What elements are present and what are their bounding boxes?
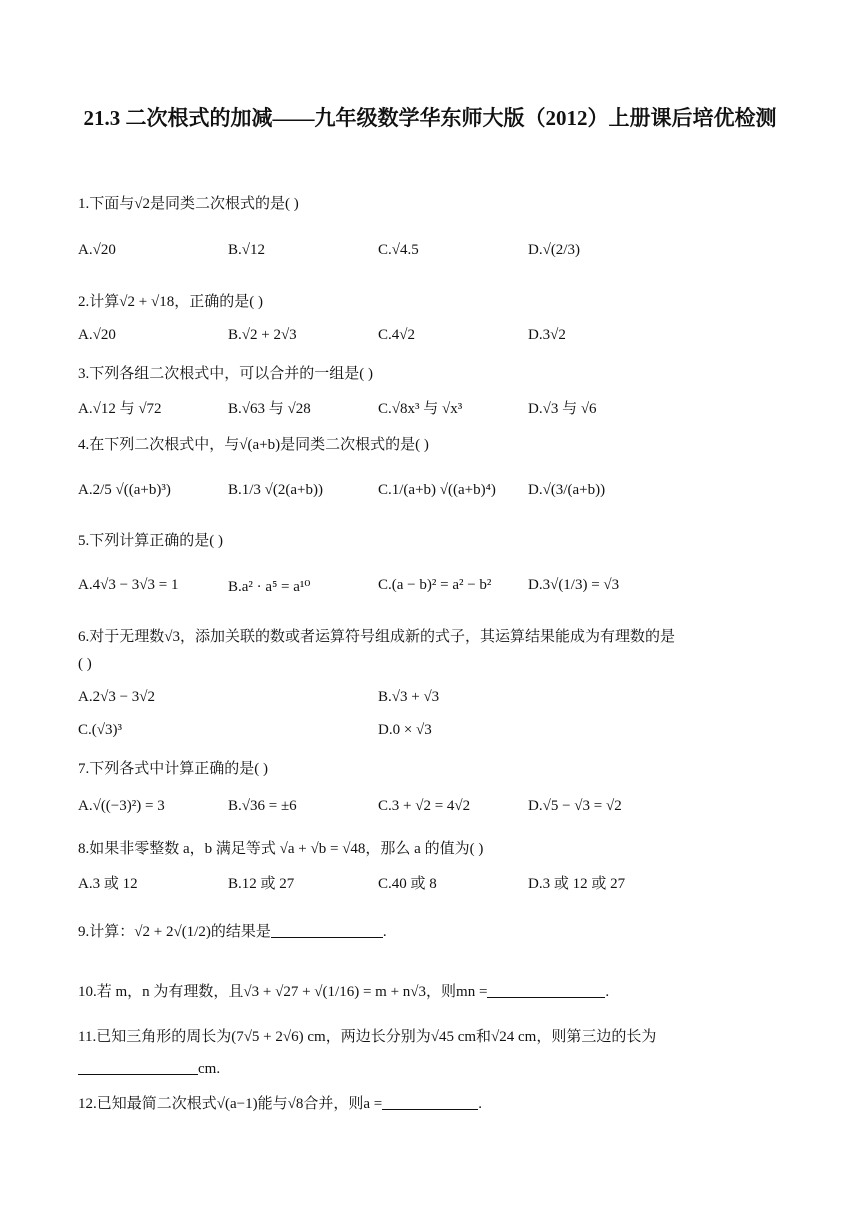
question-6: 6.对于无理数√3，添加关联的数或者运算符号组成新的式子，其运算结果能成为有理数的是 bbox=[78, 629, 675, 645]
question-3-option-a[interactable]: A.√12 与 √72 bbox=[78, 401, 162, 417]
question-6-option-b[interactable]: B.√3 + √3 bbox=[378, 689, 440, 705]
question-8: 8.如果非零整数 a，b 满足等式 √a + √b = √48，那么 a 的值为( ) bbox=[78, 841, 484, 857]
question-12-math: √(a−1) bbox=[216, 1096, 258, 1112]
question-6-option-c[interactable]: C.(√3)³ bbox=[78, 722, 122, 738]
page-title: 21.3 二次根式的加减——九年级数学华东师大版（2012）上册课后培优检测 bbox=[83, 106, 777, 130]
question-6-paren: ( ) bbox=[78, 656, 92, 672]
question-5-option-d[interactable]: D.3√(1/3) = √3 bbox=[528, 577, 620, 593]
question-11-answer-blank[interactable] bbox=[78, 1060, 198, 1075]
question-5-option-c[interactable]: C.(a − b)² = a² − b² bbox=[378, 577, 492, 593]
question-9-stem: 9.计算： bbox=[78, 924, 135, 940]
question-10-tail: ，则 bbox=[426, 984, 457, 1000]
question-2 bbox=[78, 290, 263, 311]
question-11 bbox=[78, 1025, 656, 1046]
question-4-stem: 4.在下列二次根式中，与 bbox=[78, 437, 240, 453]
question-1-option-d[interactable]: D.√(2/3) bbox=[528, 242, 580, 258]
question-9-math: √2 + 2√(1/2) bbox=[134, 924, 211, 940]
question-9-answer-blank[interactable] bbox=[271, 923, 383, 938]
question-10-math2: mn = bbox=[456, 984, 488, 1000]
question-1-option-c[interactable]: C.√4.5 bbox=[378, 242, 419, 258]
question-10: 10.若 m，n 为有理数，且√3 + √27 + √(1/16) = m + n√3，则mn = . bbox=[78, 984, 610, 1000]
question-8-option-b[interactable]: B.12 或 27 bbox=[228, 876, 295, 892]
question-1-option-b[interactable]: B.√12 bbox=[228, 242, 265, 258]
question-6-option-a[interactable]: A.2√3 − 3√2 bbox=[78, 689, 156, 705]
question-1-stem: 1.下面与 bbox=[78, 196, 135, 212]
question-4-tail: 是同类二次根式的是( ) bbox=[280, 437, 429, 453]
question-4-math: √(a+b) bbox=[239, 437, 281, 453]
question-7-option-a[interactable]: A.√((−3)²) = 3 bbox=[78, 798, 165, 814]
question-5-option-a[interactable]: A.4√3 − 3√3 = 1 bbox=[78, 577, 179, 593]
question-4-option-d[interactable]: D.√(3/(a+b)) bbox=[528, 482, 606, 498]
question-12-stem: 12.已知最简二次根式 bbox=[78, 1096, 217, 1112]
question-2-stem: 2.计算 bbox=[78, 294, 120, 310]
question-4-option-c[interactable]: C.1/(a+b) √((a+b)⁴) bbox=[378, 482, 496, 498]
question-2-option-b[interactable]: B.√2 + 2√3 bbox=[228, 327, 297, 343]
question-12-tail: 能与 bbox=[257, 1096, 288, 1112]
question-11-tail: ，两边长分别为 bbox=[325, 1029, 431, 1045]
question-1-tail: 是同类二次根式的是( ) bbox=[150, 196, 299, 212]
question-10-math: √3 + √27 + √(1/16) = m + n√3 bbox=[243, 984, 427, 1000]
question-7-option-b[interactable]: B.√36 = ±6 bbox=[228, 798, 297, 814]
question-4 bbox=[78, 433, 429, 454]
question-5: 5.下列计算正确的是( ) bbox=[78, 533, 223, 549]
question-10-stem: 10.若 m，n 为有理数，且 bbox=[78, 984, 244, 1000]
question-2-math: √2 + √18 bbox=[119, 294, 175, 310]
question-2-option-c[interactable]: C.4√2 bbox=[378, 327, 415, 343]
question-12-math3: a = bbox=[363, 1096, 383, 1112]
question-9-tail: 的结果是 bbox=[210, 924, 271, 940]
question-11-and: 和 bbox=[476, 1029, 492, 1045]
question-8-option-d[interactable]: D.3 或 12 或 27 bbox=[528, 876, 626, 892]
question-8-option-c[interactable]: C.40 或 8 bbox=[378, 876, 437, 892]
question-11-unit: cm. bbox=[198, 1061, 221, 1077]
question-7-option-d[interactable]: D.√5 − √3 = √2 bbox=[528, 798, 622, 814]
question-5-option-b[interactable]: B.a² · a⁵ = a¹⁰ bbox=[228, 579, 311, 595]
question-3-option-d[interactable]: D.√3 与 √6 bbox=[528, 401, 597, 417]
question-11-stem: 11.已知三角形的周长为 bbox=[78, 1029, 232, 1045]
question-2-tail: ，正确的是( ) bbox=[174, 294, 263, 310]
question-3: 3.下列各组二次根式中，可以合并的一组是( ) bbox=[78, 366, 373, 382]
question-3-option-c[interactable]: C.√8x³ 与 √x³ bbox=[378, 401, 463, 417]
question-12: 12.已知最简二次根式√(a−1)能与√8合并，则a = . bbox=[78, 1096, 482, 1112]
question-1-math: √2 bbox=[134, 196, 150, 212]
question-2-option-d[interactable]: D.3√2 bbox=[528, 327, 566, 343]
question-8-option-a[interactable]: A.3 或 12 bbox=[78, 876, 138, 892]
question-9: 9.计算：√2 + 2√(1/2)的结果是 . bbox=[78, 924, 387, 940]
question-6-option-d[interactable]: D.0 × √3 bbox=[378, 722, 432, 738]
question-11-math2: √45 cm bbox=[430, 1029, 477, 1045]
question-11-math: (7√5 + 2√6) cm bbox=[231, 1029, 326, 1045]
question-3-option-b[interactable]: B.√63 与 √28 bbox=[228, 401, 311, 417]
question-11-math3: √24 cm bbox=[491, 1029, 537, 1045]
question-4-option-a[interactable]: A.2/5 √((a+b)³) bbox=[78, 482, 171, 498]
question-11-line2 bbox=[78, 1060, 220, 1078]
question-12-answer-blank[interactable] bbox=[382, 1095, 478, 1110]
question-10-answer-blank[interactable] bbox=[487, 983, 605, 998]
question-1 bbox=[78, 192, 299, 213]
question-1-option-a[interactable]: A.√20 bbox=[78, 242, 116, 258]
question-7-option-c[interactable]: C.3 + √2 = 4√2 bbox=[378, 798, 471, 814]
question-2-option-a[interactable]: A.√20 bbox=[78, 327, 116, 343]
question-11-tail2: ，则第三边的长为 bbox=[536, 1029, 657, 1045]
question-4-option-b[interactable]: B.1/3 √(2(a+b)) bbox=[228, 482, 324, 498]
question-12-math2: √8 bbox=[287, 1096, 304, 1112]
question-12-tail2: 合并，则 bbox=[303, 1096, 364, 1112]
question-7: 7.下列各式中计算正确的是( ) bbox=[78, 761, 268, 777]
